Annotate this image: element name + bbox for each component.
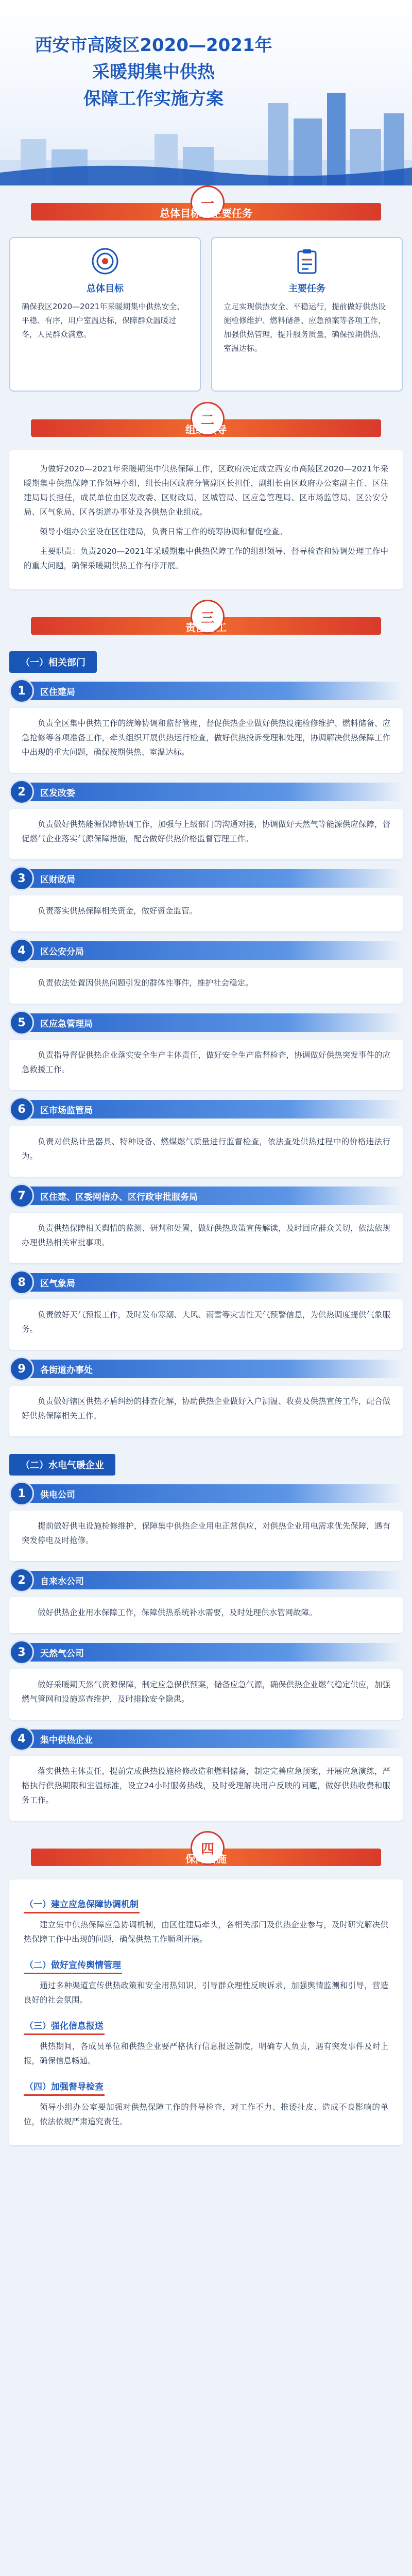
group-label-enterprises: （二）水电气暖企业 bbox=[9, 1454, 115, 1476]
item-body bbox=[9, 895, 403, 931]
item-header bbox=[9, 1568, 403, 1592]
item-title: 区应急管理局 bbox=[27, 1013, 403, 1032]
item-body bbox=[9, 1756, 403, 1821]
section-title: 责任分工 bbox=[185, 621, 227, 634]
item-text: 负责供热保障相关舆情的监测、研判和处置，做好供热政策宣传解读，及时回应群众关切，依法依规办理供热相关审批事项。 bbox=[22, 1224, 390, 1247]
numbered-item bbox=[9, 1640, 403, 1720]
item-number: 7 bbox=[9, 1183, 34, 1208]
numbered-item bbox=[9, 1482, 403, 1561]
item-text: 负责做好供热能源保障协调工作，加强与上级部门的沟通对接，协调做好天然气等能源供应保障，督促燃气企业落实气源保障措施，配合做好供热价格监督管理工作。 bbox=[22, 820, 390, 843]
measure-title: （一）建立应急保障协调机制 bbox=[24, 1895, 140, 1913]
measure-title: （四）加强督导检查 bbox=[24, 2077, 105, 2096]
item-title: 自来水公司 bbox=[27, 1571, 403, 1589]
item-title: 集中供热企业 bbox=[27, 1730, 403, 1748]
section-banner-goals bbox=[0, 185, 412, 227]
main-task-text: 立足实现供热安全、平稳运行，提前做好供热设施检修维护、燃料储备、应急预案等各项工作，加强供热管理，提升服务质量，确保按期供热、室温达标。 bbox=[224, 302, 386, 353]
item-text: 负责全区集中供热工作的统筹协调和监督管理，督促供热企业做好供热设施检修维护、燃料储备、应急抢修等各项准备工作，牵头组织开展供热运行检查，做好供热投诉受理和处理，协调解决供热保障工作中出现的重大问题，确保按期供热、室温达标。 bbox=[22, 719, 390, 757]
numbered-item bbox=[9, 867, 403, 931]
section-title: 保障措施 bbox=[185, 1853, 227, 1865]
department-list bbox=[0, 679, 412, 1436]
item-body bbox=[9, 1386, 403, 1436]
item-body bbox=[9, 708, 403, 773]
item-header bbox=[9, 867, 403, 890]
item-text: 负责依法处置因供热问题引发的群体性事件，维护社会稳定。 bbox=[38, 978, 253, 988]
item-body bbox=[9, 1299, 403, 1350]
numbered-item bbox=[9, 1270, 403, 1350]
item-title: 区市场监管局 bbox=[27, 1100, 403, 1118]
group-label-departments: （一）相关部门 bbox=[9, 651, 97, 673]
section-banner-organization bbox=[0, 402, 412, 443]
numbered-item bbox=[9, 1097, 403, 1177]
section-number: 一 bbox=[191, 185, 225, 219]
item-body bbox=[9, 809, 403, 859]
section-number: 二 bbox=[191, 402, 225, 436]
item-title: 天然气公司 bbox=[27, 1643, 403, 1662]
title-line-2: 保障工作实施方案 bbox=[83, 89, 224, 109]
organization-paragraph: 为做好2020—2021年采暖期集中供热保障工作，区政府决定成立西安市高陵区2020—2021年采暖期集中供热保障工作领导小组，组长由区政府分管副区长担任，副组长由区政府办公室副主任、区住建局局长担任，成员单位由区发改委、区财政局、区城管局、区应急管理局、区市场监管局、区公安分局、区气象局、区各街道办事处及各供热企业组成。 bbox=[24, 464, 388, 517]
item-title: 各街道办事处 bbox=[27, 1360, 403, 1378]
overall-goal-card bbox=[9, 237, 201, 392]
item-title: 区公安分局 bbox=[27, 941, 403, 960]
item-title: 区财政局 bbox=[27, 869, 403, 888]
item-header bbox=[9, 1097, 403, 1121]
title-line-1: 西安市高陵区2020—2021年采暖期集中供热 bbox=[35, 35, 272, 82]
item-title: 供电公司 bbox=[27, 1484, 403, 1503]
measure-text: 供热期间，各成员单位和供热企业要严格执行信息报送制度，明确专人负责，遇有突发事件及时上报，确保信息畅通。 bbox=[24, 2042, 388, 2065]
item-header bbox=[9, 679, 403, 703]
city-skyline-illustration bbox=[0, 82, 412, 185]
hero-header bbox=[0, 0, 412, 185]
overall-goal-title: 总体目标 bbox=[87, 283, 124, 294]
item-number: 1 bbox=[9, 679, 34, 703]
organization-paragraph: 领导小组办公室设在区住建局，负责日常工作的统筹协调和督促检查。 bbox=[40, 527, 287, 536]
enterprise-list bbox=[0, 1482, 412, 1821]
item-number: 9 bbox=[9, 1357, 34, 1381]
item-body bbox=[9, 1597, 403, 1633]
item-number: 3 bbox=[9, 866, 34, 891]
goals-row bbox=[0, 227, 412, 402]
item-number: 1 bbox=[9, 1481, 34, 1506]
section-number: 三 bbox=[191, 600, 225, 634]
item-header bbox=[9, 939, 403, 962]
item-title: 区发改委 bbox=[27, 783, 403, 801]
item-number: 2 bbox=[9, 779, 34, 804]
item-text: 做好采暖期天然气资源保障，制定应急保供预案，储备应急气源，确保供热企业燃气稳定供应，加强燃气管网和设施巡查维护，及时排除安全隐患。 bbox=[22, 1680, 390, 1704]
item-text: 负责落实供热保障相关资金，做好资金监管。 bbox=[38, 906, 198, 916]
item-header bbox=[9, 1270, 403, 1294]
numbered-item bbox=[9, 1727, 403, 1821]
item-body bbox=[9, 1126, 403, 1177]
item-title: 区气象局 bbox=[27, 1273, 403, 1292]
numbered-item bbox=[9, 939, 403, 1004]
item-number: 8 bbox=[9, 1270, 34, 1295]
item-body bbox=[9, 968, 403, 1004]
measure-title: （二）做好宣传舆情管理 bbox=[24, 1956, 122, 1974]
main-task-title: 主要任务 bbox=[288, 283, 325, 294]
item-number: 4 bbox=[9, 1726, 34, 1751]
item-number: 6 bbox=[9, 1097, 34, 1122]
section-title: 总体目标和主要任务 bbox=[160, 207, 252, 219]
measures-card bbox=[9, 1879, 403, 2145]
item-body bbox=[9, 1669, 403, 1720]
numbered-item bbox=[9, 1357, 403, 1436]
item-title: 区住建、区委网信办、区行政审批服务局 bbox=[27, 1187, 403, 1205]
item-text: 落实供热主体责任，提前完成供热设施检修改造和燃料储备，制定完善应急预案，开展应急演练，严格执行供热期限和室温标准，设立24小时服务热线，及时受理解决用户反映的问题，做好供热收费和服务工作。 bbox=[22, 1767, 390, 1805]
numbered-item bbox=[9, 1011, 403, 1090]
item-text: 做好供热企业用水保障工作，保障供热系统补水需要，及时处理供水管网故障。 bbox=[38, 1608, 317, 1617]
measure-text: 建立集中供热保障应急协调机制，由区住建局牵头，各相关部门及供热企业参与，及时研究解决供热保障工作中出现的问题，确保供热工作顺利开展。 bbox=[24, 1920, 388, 1944]
item-text: 负责做好辖区供热矛盾纠纷的排查化解，协助供热企业做好入户测温、收费及供热宣传工作，配合做好供热保障相关工作。 bbox=[22, 1397, 390, 1420]
item-header bbox=[9, 1011, 403, 1035]
item-title: 区住建局 bbox=[27, 682, 403, 700]
overall-goal-text: 确保我区2020—2021年采暖期集中供热安全、平稳、有序，用户室温达标，保障群众温暖过冬，人民群众满意。 bbox=[22, 302, 185, 339]
item-body bbox=[9, 1213, 403, 1263]
item-number: 2 bbox=[9, 1568, 34, 1592]
section-banner-measures bbox=[0, 1831, 412, 1872]
measure-text: 领导小组办公室要加强对供热保障工作的督导检查，对工作不力、推诿扯皮、造成不良影响的单位，依法依规严肃追究责任。 bbox=[24, 2103, 388, 2126]
item-header bbox=[9, 1727, 403, 1751]
item-header bbox=[9, 1640, 403, 1664]
organization-card bbox=[9, 450, 403, 589]
target-icon bbox=[91, 247, 119, 275]
measure-text: 通过多种渠道宣传供热政策和安全用热知识，引导群众理性反映诉求，加强舆情监测和引导，营造良好的社会氛围。 bbox=[24, 1981, 388, 2005]
numbered-item bbox=[9, 1568, 403, 1633]
section-banner-division bbox=[0, 600, 412, 641]
numbered-item bbox=[9, 679, 403, 773]
clipboard-icon bbox=[293, 247, 321, 275]
section-title: 组织领导 bbox=[185, 423, 227, 436]
item-number: 4 bbox=[9, 938, 34, 963]
section-number: 四 bbox=[191, 1831, 225, 1865]
item-body bbox=[9, 1511, 403, 1561]
main-task-card bbox=[211, 237, 403, 392]
item-text: 负责做好天气预报工作，及时发布寒潮、大风、雨雪等灾害性天气预警信息，为供热调度提供气象服务。 bbox=[22, 1310, 390, 1334]
item-number: 3 bbox=[9, 1640, 34, 1665]
item-header bbox=[9, 1184, 403, 1208]
item-number: 5 bbox=[9, 1010, 34, 1035]
item-header bbox=[9, 1482, 403, 1505]
measure-title: （三）强化信息报送 bbox=[24, 2016, 105, 2035]
item-text: 负责指导督促供热企业落实安全生产主体责任，做好安全生产监督检查，协调做好供热突发事件的应急救援工作。 bbox=[22, 1050, 390, 1074]
numbered-item bbox=[9, 780, 403, 859]
item-text: 负责对供热计量器具、特种设备、燃煤燃气质量进行监督检查，依法查处供热过程中的价格违法行为。 bbox=[22, 1137, 390, 1161]
numbered-item bbox=[9, 1184, 403, 1263]
item-header bbox=[9, 1357, 403, 1381]
item-header bbox=[9, 780, 403, 804]
organization-paragraph: 主要职责：负责2020—2021年采暖期集中供热保障工作的组织领导、督导检查和协调处理工作中的重大问题，确保采暖期供热工作有序开展。 bbox=[24, 547, 388, 570]
item-text: 提前做好供电设施检修维护，保障集中供热企业用电正常供应，对供热企业用电需求优先保障，遇有突发停电及时抢修。 bbox=[22, 1521, 390, 1545]
item-body bbox=[9, 1040, 403, 1090]
